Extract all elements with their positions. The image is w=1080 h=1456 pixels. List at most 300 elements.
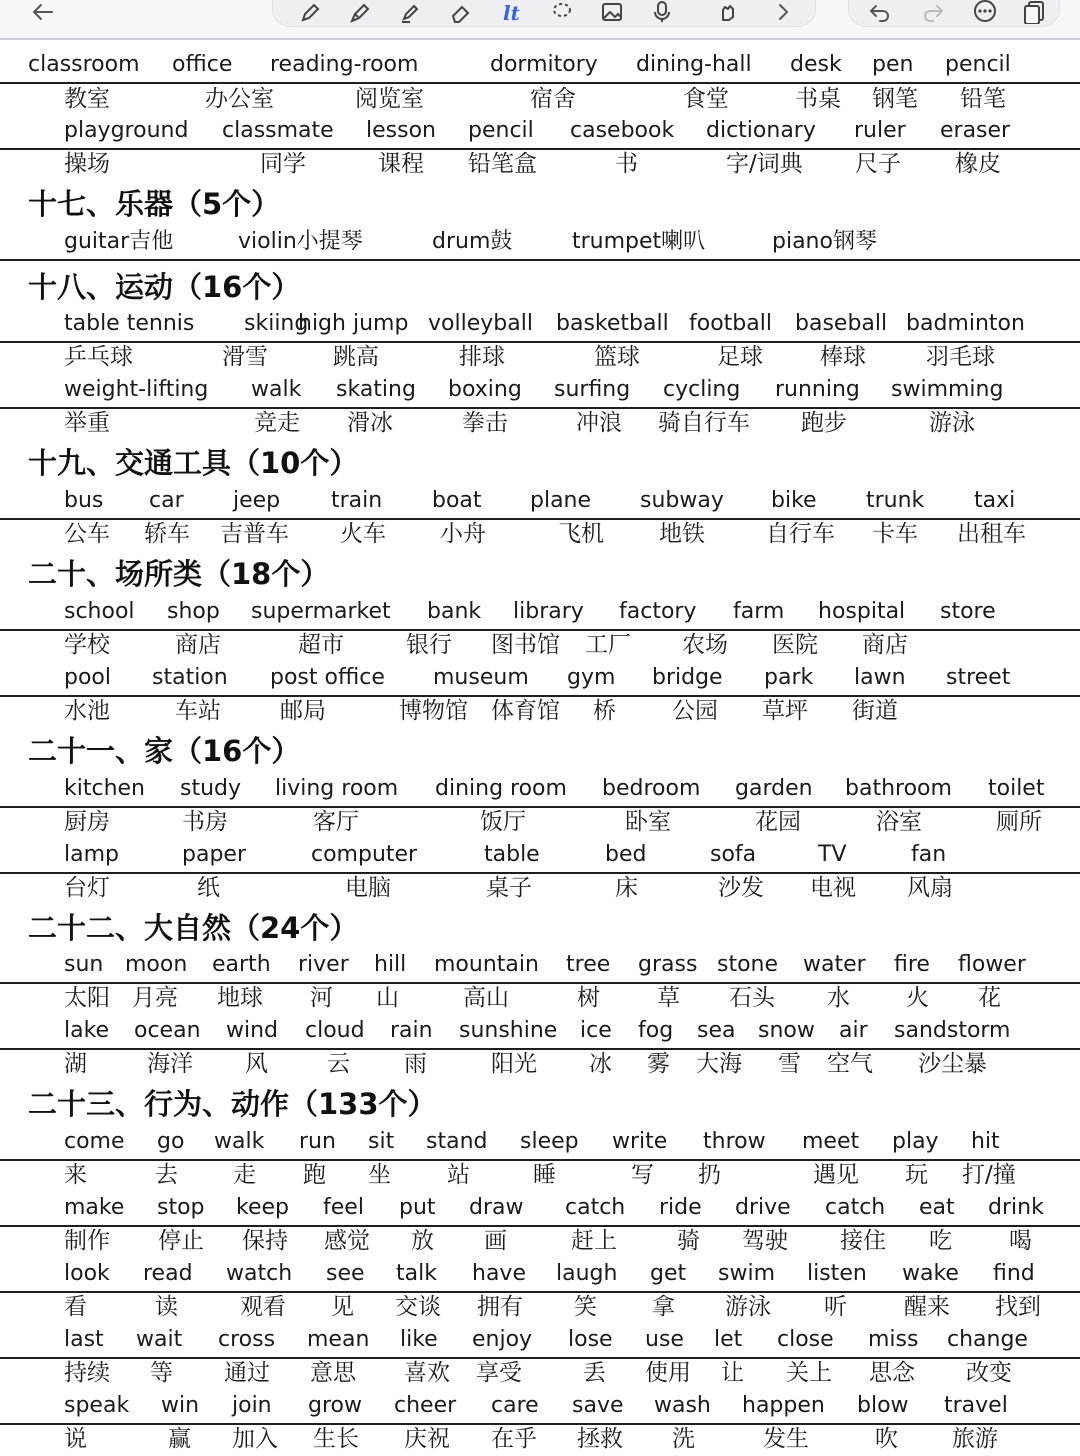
english-word: moon: [125, 952, 188, 977]
chinese-meaning-row: [0, 628, 1080, 662]
highlighter-icon: [397, 0, 423, 24]
english-word: swimming: [891, 377, 1004, 402]
english-word: change: [947, 1327, 1028, 1352]
english-word: skiing: [244, 311, 309, 336]
english-word: guitar: [64, 229, 130, 254]
english-word: win: [161, 1393, 200, 1418]
chinese-meaning: 骑: [677, 1228, 700, 1254]
english-word: drum: [432, 229, 491, 254]
chinese-meaning-row: [0, 406, 1080, 440]
chinese-meaning: 使用: [645, 1360, 691, 1386]
english-word: baseball: [795, 311, 888, 336]
chinese-meaning-row: [0, 981, 1080, 1015]
chinese-meaning: 风: [245, 1051, 268, 1077]
section-title-places: 二十、场所类（18个）: [28, 557, 330, 591]
chinese-meaning: 游泳: [929, 410, 975, 436]
english-word: badminton: [906, 311, 1025, 336]
chinese-meaning: 超市: [298, 632, 344, 658]
chinese-meaning-row: [0, 805, 1080, 839]
chinese-meaning-row: [0, 82, 1080, 116]
english-word-row: [0, 595, 1080, 631]
english-word: dining room: [435, 776, 567, 801]
chinese-meaning: 字/词典: [726, 151, 803, 177]
english-word: travel: [944, 1393, 1008, 1418]
chinese-meaning: 通过: [224, 1360, 270, 1386]
chinese-meaning: 阅览室: [355, 86, 424, 112]
highlighter-button[interactable]: [395, 0, 425, 24]
english-word: sunshine: [459, 1018, 558, 1043]
english-word: walk: [251, 377, 302, 402]
chinese-meaning: 吹: [875, 1426, 898, 1452]
chinese-meaning: 坐: [368, 1162, 391, 1188]
chinese-meaning: 厨房: [64, 809, 110, 835]
english-word: playground: [64, 118, 189, 143]
section-title-sports: 十八、运动（16个）: [28, 270, 301, 304]
chinese-meaning: 见: [331, 1294, 354, 1320]
english-word: cycling: [663, 377, 741, 402]
chinese-meaning: 站: [447, 1162, 470, 1188]
chinese-meaning: 客厅: [313, 809, 359, 835]
english-word: join: [232, 1393, 272, 1418]
english-word: lose: [568, 1327, 613, 1352]
chinese-meaning: 书桌: [795, 86, 841, 112]
section-title-instruments: 十七、乐器（5个）: [28, 187, 281, 221]
chinese-meaning: 地铁: [659, 521, 705, 547]
chinese-meaning: 滑雪: [222, 344, 268, 370]
chinese-meaning: 河: [310, 985, 333, 1011]
section-title-nature: 二十二、大自然（24个）: [28, 911, 359, 945]
english-word: cross: [218, 1327, 276, 1352]
chinese-meaning: 水池: [64, 698, 110, 724]
chinese-meaning: 小提琴: [296, 229, 363, 254]
english-word: TV: [818, 842, 847, 867]
chinese-meaning: 车站: [175, 698, 221, 724]
chinese-meaning: 庆祝: [404, 1426, 450, 1452]
chinese-meaning: 书房: [182, 809, 228, 835]
chinese-meaning: 花园: [755, 809, 801, 835]
english-word: school: [64, 599, 135, 624]
chinese-meaning: 享受: [476, 1360, 522, 1386]
chinese-meaning: 赢: [168, 1426, 191, 1452]
chinese-meaning: 让: [721, 1360, 744, 1386]
english-word: volleyball: [428, 311, 533, 336]
english-word: wind: [226, 1018, 279, 1043]
undo-button[interactable]: [865, 0, 895, 24]
english-word: bridge: [652, 665, 723, 690]
english-word: pencil: [945, 52, 1011, 77]
english-word: museum: [433, 665, 529, 690]
chinese-meaning: 羽毛球: [926, 344, 995, 370]
english-word: store: [940, 599, 996, 624]
english-word: wash: [654, 1393, 711, 1418]
chinese-meaning: 醒来: [904, 1294, 950, 1320]
english-word-row: [0, 1014, 1080, 1050]
english-word: last: [64, 1327, 104, 1352]
english-word: ice: [580, 1018, 612, 1043]
english-word: see: [326, 1261, 365, 1286]
english-word: desk: [790, 52, 842, 77]
chinese-meaning: 体育馆: [491, 698, 560, 724]
english-word: high jump: [298, 311, 409, 336]
english-word: classroom: [28, 52, 140, 77]
chinese-meaning: 教室: [64, 86, 110, 112]
english-word: fog: [638, 1018, 674, 1043]
chinese-meaning: 读: [155, 1294, 178, 1320]
english-word: get: [650, 1261, 687, 1286]
english-word: tree: [566, 952, 611, 977]
chevron-right-button[interactable]: [768, 0, 798, 24]
chinese-meaning: 高山: [463, 985, 509, 1011]
english-word: grow: [308, 1393, 362, 1418]
english-word: catch: [825, 1195, 886, 1220]
more-icon: [972, 0, 998, 24]
english-word: speak: [64, 1393, 130, 1418]
english-word: classmate: [222, 118, 334, 143]
english-word: football: [689, 311, 772, 336]
english-word: garden: [735, 776, 813, 801]
english-word: walk: [214, 1129, 265, 1154]
chinese-meaning: 沙尘暴: [918, 1051, 987, 1077]
chinese-meaning: 尺子: [855, 151, 901, 177]
english-word: hill: [374, 952, 407, 977]
english-word: lake: [64, 1018, 110, 1043]
toolbar: [0, 0, 1080, 40]
chinese-meaning: 玩: [905, 1162, 928, 1188]
english-word: drink: [988, 1195, 1044, 1220]
english-word: kitchen: [64, 776, 145, 801]
lasso-icon: [549, 0, 575, 24]
chinese-meaning: 旅游: [952, 1426, 998, 1452]
chinese-meaning: 农场: [682, 632, 728, 658]
chinese-meaning: 丢: [583, 1360, 606, 1386]
chinese-meaning: 石头: [729, 985, 775, 1011]
chinese-meaning: 拿: [652, 1294, 675, 1320]
english-word: throw: [703, 1129, 766, 1154]
chinese-meaning: 在乎: [491, 1426, 537, 1452]
english-word: street: [946, 665, 1011, 690]
english-word: laugh: [556, 1261, 618, 1286]
english-word: stand: [426, 1129, 488, 1154]
english-word: hit: [971, 1129, 1000, 1154]
english-word: feel: [323, 1195, 364, 1220]
english-word: pool: [64, 665, 111, 690]
redo-icon: [920, 0, 946, 24]
english-word: let: [714, 1327, 743, 1352]
english-word-row: [0, 661, 1080, 697]
english-word: office: [172, 52, 233, 77]
pen-tool-button[interactable]: [345, 0, 375, 24]
english-word: bathroom: [845, 776, 952, 801]
chinese-meaning: 冰: [589, 1051, 612, 1077]
english-word: miss: [868, 1327, 919, 1352]
english-word: ruler: [854, 118, 906, 143]
english-word: study: [180, 776, 242, 801]
chinese-meaning: 太阳: [64, 985, 110, 1011]
chinese-meaning: 阳光: [491, 1051, 537, 1077]
chinese-meaning: 电视: [810, 875, 856, 901]
english-word: eat: [919, 1195, 955, 1220]
english-word: piano: [772, 229, 833, 254]
english-word: bike: [771, 488, 817, 513]
chinese-meaning: 钢笔: [872, 86, 918, 112]
english-word: boxing: [448, 377, 522, 402]
english-word-row: [0, 484, 1080, 520]
english-word: sea: [697, 1018, 736, 1043]
english-word: drive: [735, 1195, 791, 1220]
chinese-meaning: 铅笔盒: [468, 151, 537, 177]
undo-icon: [867, 0, 893, 24]
back-arrow-button[interactable]: [28, 0, 58, 24]
hand-button[interactable]: [713, 0, 743, 24]
english-word: ocean: [134, 1018, 201, 1043]
english-word-row: [0, 373, 1080, 409]
chinese-meaning: 冲浪: [576, 410, 622, 436]
english-word: violin: [238, 229, 297, 254]
chinese-meaning: 举重: [64, 410, 110, 436]
chinese-meaning: 大海: [696, 1051, 742, 1077]
pages-button[interactable]: [1020, 0, 1050, 24]
english-word: cloud: [305, 1018, 365, 1043]
english-word: ride: [659, 1195, 702, 1220]
chinese-meaning: 找到: [995, 1294, 1041, 1320]
chinese-meaning: 游泳: [725, 1294, 771, 1320]
english-word: bed: [605, 842, 647, 867]
chinese-meaning: 拥有: [477, 1294, 523, 1320]
chinese-meaning: 关上: [786, 1360, 832, 1386]
english-word: car: [149, 488, 184, 513]
redo-button[interactable]: [918, 0, 948, 24]
chinese-meaning: 食堂: [683, 86, 729, 112]
eraser-icon: [449, 0, 475, 24]
chinese-meaning: 说: [64, 1426, 87, 1452]
back-arrow-icon: [30, 0, 56, 24]
chinese-meaning: 笑: [574, 1294, 597, 1320]
chinese-meaning: 雨: [404, 1051, 427, 1077]
chinese-meaning: 骑自行车: [658, 410, 750, 436]
chinese-meaning: 雪: [778, 1051, 801, 1077]
chinese-meaning: 卧室: [625, 809, 671, 835]
english-word: fire: [894, 952, 930, 977]
chinese-meaning-row: [0, 871, 1080, 905]
chinese-meaning-row: [0, 1224, 1080, 1258]
english-word: farm: [733, 599, 785, 624]
english-word-row: [0, 1323, 1080, 1359]
chinese-meaning: 吉他: [129, 229, 174, 254]
section-title-home: 二十一、家（16个）: [28, 734, 301, 768]
more-button[interactable]: [970, 0, 1000, 24]
chinese-meaning: 来: [64, 1162, 87, 1188]
microphone-button[interactable]: [647, 0, 677, 24]
chinese-meaning: 桌子: [486, 875, 532, 901]
english-word: listen: [807, 1261, 867, 1286]
chinese-meaning: 飞机: [558, 521, 604, 547]
english-word: lawn: [854, 665, 906, 690]
english-word: weight-lifting: [64, 377, 209, 402]
english-word: air: [839, 1018, 868, 1043]
english-word: blow: [857, 1393, 909, 1418]
chinese-meaning: 台灯: [64, 875, 110, 901]
chinese-meaning: 同学: [260, 151, 306, 177]
eraser-button[interactable]: [447, 0, 477, 24]
english-word: mountain: [434, 952, 539, 977]
english-word: gym: [567, 665, 616, 690]
english-word: write: [612, 1129, 668, 1154]
chinese-meaning: 博物馆: [399, 698, 468, 724]
chinese-meaning: 持续: [64, 1360, 110, 1386]
english-word-row: [0, 114, 1080, 150]
english-word: use: [645, 1327, 684, 1352]
english-word: surfing: [554, 377, 631, 402]
chinese-meaning: 等: [150, 1360, 173, 1386]
english-word: supermarket: [251, 599, 391, 624]
english-word: come: [64, 1129, 125, 1154]
english-word: dictionary: [706, 118, 816, 143]
chinese-meaning: 钢琴: [832, 229, 877, 254]
english-word: pen: [872, 52, 914, 77]
chinese-meaning: 书: [615, 151, 638, 177]
english-word: jeep: [233, 488, 281, 513]
english-word: pencil: [468, 118, 534, 143]
english-word: stop: [157, 1195, 205, 1220]
chinese-meaning: 洗: [672, 1426, 695, 1452]
chinese-meaning: 思念: [869, 1360, 915, 1386]
english-word: post office: [270, 665, 385, 690]
english-word: shop: [167, 599, 220, 624]
english-word: find: [993, 1261, 1035, 1286]
english-word: hospital: [818, 599, 906, 624]
english-word: toilet: [988, 776, 1045, 801]
chinese-meaning-row: [0, 1422, 1080, 1456]
english-word: mean: [307, 1327, 370, 1352]
vocabulary-page: [0, 40, 1080, 1452]
chinese-meaning: 花: [978, 985, 1001, 1011]
chinese-meaning-row: [0, 1047, 1080, 1081]
english-word: like: [400, 1327, 438, 1352]
english-word: lamp: [64, 842, 119, 867]
chinese-meaning: 树: [577, 985, 600, 1011]
chinese-meaning: 足球: [717, 344, 763, 370]
chinese-meaning-row: [0, 1290, 1080, 1324]
chinese-meaning-row: [0, 147, 1080, 181]
chinese-meaning: 交谈: [395, 1294, 441, 1320]
english-word: grass: [638, 952, 698, 977]
english-word: table tennis: [64, 311, 195, 336]
chinese-meaning: 发生: [763, 1426, 809, 1452]
english-word-row: [0, 1125, 1080, 1161]
text-tool-button[interactable]: [497, 0, 527, 24]
chinese-meaning: 空气: [827, 1051, 873, 1077]
chinese-meaning: 商店: [175, 632, 221, 658]
chinese-meaning: 加入: [232, 1426, 278, 1452]
image-icon: [599, 0, 625, 24]
english-word-row: [0, 307, 1080, 343]
chinese-meaning: 月亮: [132, 985, 178, 1011]
english-word: lesson: [366, 118, 436, 143]
chinese-meaning: 保持: [242, 1228, 288, 1254]
english-word: sofa: [710, 842, 757, 867]
chinese-meaning: 医院: [772, 632, 818, 658]
chinese-meaning: 驾驶: [742, 1228, 788, 1254]
english-word: running: [775, 377, 860, 402]
chinese-meaning: 喜欢: [404, 1360, 450, 1386]
english-word: run: [299, 1129, 336, 1154]
chinese-meaning: 公车: [64, 521, 110, 547]
chinese-meaning: 草坪: [762, 698, 808, 724]
chinese-meaning: 画: [484, 1228, 507, 1254]
chinese-meaning: 放: [411, 1228, 434, 1254]
chinese-meaning: 轿车: [144, 521, 190, 547]
chinese-meaning: 草: [657, 985, 680, 1011]
english-word-row: [0, 1389, 1080, 1425]
image-button[interactable]: [597, 0, 627, 24]
chinese-meaning: 橡皮: [955, 151, 1001, 177]
english-word: talk: [396, 1261, 437, 1286]
chinese-meaning: 生长: [313, 1426, 359, 1452]
pen-button[interactable]: [295, 0, 325, 24]
chinese-meaning-row: [0, 517, 1080, 551]
chinese-meaning: 铅笔: [960, 86, 1006, 112]
chinese-meaning: 商店: [862, 632, 908, 658]
english-word: bus: [64, 488, 104, 513]
chinese-meaning: 电脑: [345, 875, 391, 901]
chinese-meaning: 浴室: [876, 809, 922, 835]
chinese-meaning: 打/撞: [962, 1162, 1016, 1188]
english-word: enjoy: [472, 1327, 533, 1352]
chinese-meaning: 鼓: [490, 229, 513, 254]
chinese-meaning: 跑步: [801, 410, 847, 436]
chinese-meaning: 观看: [240, 1294, 286, 1320]
svg-text:lt: lt: [503, 1, 520, 24]
english-word: table: [484, 842, 540, 867]
english-word-row: [0, 948, 1080, 984]
english-word: wake: [902, 1261, 959, 1286]
chinese-meaning: 地球: [217, 985, 263, 1011]
chinese-meaning: 卡车: [872, 521, 918, 547]
chinese-meaning: 喝: [1009, 1228, 1032, 1254]
chinese-meaning: 厕所: [996, 809, 1042, 835]
english-word-row: [0, 838, 1080, 874]
chinese-meaning: 棒球: [820, 344, 866, 370]
english-word: reading-room: [270, 52, 419, 77]
english-word: taxi: [974, 488, 1016, 513]
chinese-meaning: 饭厅: [480, 809, 526, 835]
chinese-meaning: 湖: [64, 1051, 87, 1077]
chinese-meaning: 宿舍: [530, 86, 576, 112]
chinese-meaning: 停止: [158, 1228, 204, 1254]
english-word: meet: [802, 1129, 860, 1154]
english-word: snow: [758, 1018, 815, 1043]
chinese-meaning: 走: [233, 1162, 256, 1188]
english-word: fan: [911, 842, 947, 867]
chinese-meaning: 海洋: [147, 1051, 193, 1077]
pages-icon: [1022, 0, 1048, 24]
chinese-meaning: 学校: [64, 632, 110, 658]
chinese-meaning: 沙发: [718, 875, 764, 901]
chinese-meaning: 看: [64, 1294, 87, 1320]
chinese-meaning: 听: [824, 1294, 847, 1320]
english-word: park: [764, 665, 814, 690]
lasso-button[interactable]: [547, 0, 577, 24]
english-word: look: [64, 1261, 110, 1286]
chinese-meaning-row: [0, 1158, 1080, 1192]
english-word: living room: [275, 776, 399, 801]
chinese-meaning: 街道: [852, 698, 898, 724]
chinese-meaning: 水: [827, 985, 850, 1011]
chinese-meaning: 桥: [593, 698, 616, 724]
english-word: go: [157, 1129, 185, 1154]
english-word: save: [572, 1393, 624, 1418]
english-word: happen: [742, 1393, 825, 1418]
